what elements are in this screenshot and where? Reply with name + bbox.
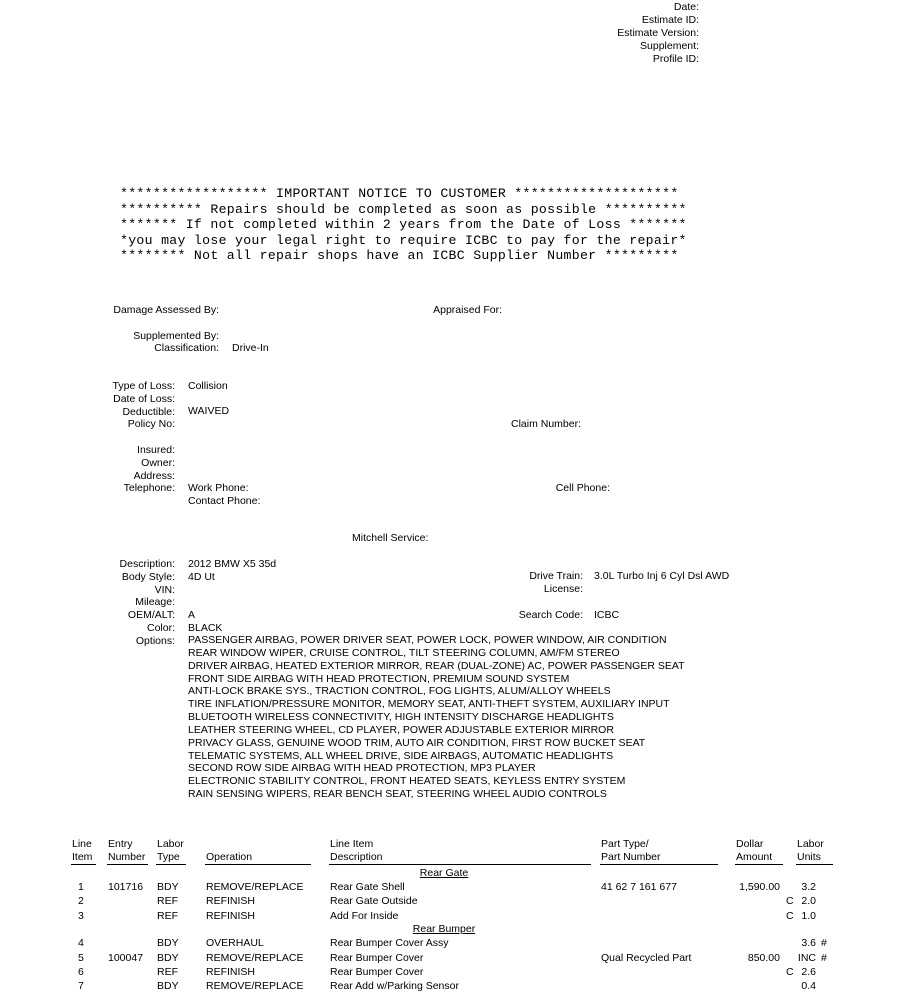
- operation: OVERHAUL: [206, 937, 264, 950]
- option-line: DRIVER AIRBAG, HEATED EXTERIOR MIRROR, REAR (DUAL-ZONE) AC, POWER PASSENGER SEAT: [188, 659, 685, 672]
- option-line: SECOND ROW SIDE AIRBAG WITH HEAD PROTECTION, MP3 PLAYER: [188, 762, 536, 775]
- labor-units: 3.2: [801, 881, 816, 893]
- labor-type: REF: [157, 909, 178, 922]
- header-text: Units: [797, 851, 821, 863]
- option-line: RAIN SENSING WIPERS, REAR BENCH SEAT, STEERING WHEEL AUDIO CONTROLS: [188, 788, 607, 801]
- line-number: 7: [78, 980, 84, 993]
- notice-line: ******** Not all repair shops have an ICBC Supplier Number *********: [120, 248, 679, 263]
- contact-phone-label: Contact Phone:: [188, 494, 261, 507]
- header-rule: [205, 864, 311, 865]
- operation: REMOVE/REPLACE: [206, 881, 304, 893]
- notice-line: ********** Repairs should be completed as soon as possible **********: [120, 201, 687, 217]
- entry-number: 101716: [108, 881, 144, 893]
- labor-type: BDY: [157, 980, 179, 993]
- header-text: Labor: [157, 838, 184, 850]
- header-text: Line Item: [330, 838, 374, 850]
- contact-labels: [124, 444, 175, 495]
- search-code-value: ICBC: [594, 609, 620, 621]
- option-line: LEATHER STEERING WHEEL, CD PLAYER, POWER ADJUSTABLE EXTERIOR MIRROR: [188, 723, 614, 736]
- description-label: Description:: [119, 558, 175, 570]
- customer-notice: [120, 186, 687, 264]
- line-description: Rear Gate Shell: [330, 881, 405, 893]
- labor-type: REF: [157, 895, 178, 908]
- col-header-labor-units: [797, 838, 824, 864]
- col-header-description: [330, 838, 383, 864]
- line-description: Rear Add w/Parking Sensor: [330, 980, 459, 993]
- oem-alt-value: A: [188, 609, 196, 622]
- labor-type: BDY: [157, 881, 179, 893]
- labor-units: 2.6: [801, 966, 816, 978]
- owner-label: Owner:: [141, 456, 175, 469]
- labor-flag: C: [786, 909, 794, 922]
- labor-type: REF: [157, 966, 178, 978]
- telephone-label: Telephone:: [123, 482, 175, 495]
- col-header-line-item: [72, 838, 92, 864]
- color-value: BLACK: [188, 621, 223, 634]
- vehicle-right-labels: [529, 570, 583, 596]
- header-rule: [107, 864, 148, 865]
- header-rule: [600, 864, 718, 865]
- estimate-header: [617, 1, 699, 66]
- classification-label: Classification:: [154, 342, 219, 354]
- mitchell-service-label: Mitchell Service:: [352, 532, 429, 544]
- line-description: Rear Bumper Cover: [330, 951, 424, 964]
- claim-number-label: Claim Number:: [510, 418, 581, 430]
- notice-line: ******* If not completed within 2 years from the Date of Loss *******: [120, 217, 687, 232]
- line-number: 6: [78, 966, 84, 978]
- vehicle-values: [188, 558, 276, 635]
- labor-mark: #: [821, 937, 827, 950]
- classification-value: Drive-In: [232, 342, 269, 354]
- line-number: 1: [78, 881, 84, 893]
- line-number: 2: [78, 895, 84, 908]
- col-header-part: [601, 838, 661, 864]
- header-text: Part Type/: [601, 838, 649, 850]
- notice-line: *you may lose your legal right to require ICBC to pay for the repair*: [120, 232, 687, 248]
- labor-units: 2.0: [801, 895, 816, 908]
- header-text: Amount: [736, 851, 773, 863]
- drive-train-value: 3.0L Turbo Inj 6 Cyl Dsl AWD: [594, 570, 730, 582]
- operation: REFINISH: [206, 909, 256, 922]
- options-label: Options:: [135, 634, 175, 647]
- option-line: BLUETOOTH WIRELESS CONNECTIVITY, HIGH INTENSITY DISCHARGE HEADLIGHTS: [188, 711, 614, 724]
- line-description: Add For Inside: [330, 909, 399, 922]
- dollar-amount: 1,590.00: [739, 881, 780, 893]
- date-label: Date:: [673, 1, 699, 13]
- header-rule: [735, 864, 783, 865]
- estimate-id-label: Estimate ID:: [641, 14, 699, 26]
- body-style-label: Body Style:: [121, 570, 175, 583]
- labor-type: BDY: [157, 937, 179, 950]
- header-rule: [156, 864, 186, 865]
- work-phone-label: Work Phone:: [188, 482, 249, 494]
- vehicle-labels: [120, 558, 175, 648]
- col-header-dollar-amount: [736, 838, 772, 864]
- header-text: Part Number: [601, 851, 661, 863]
- header-text: Item: [72, 851, 93, 863]
- option-line: ELECTRONIC STABILITY CONTROL, FRONT HEATED SEATS, KEYLESS ENTRY SYSTEM: [188, 775, 626, 788]
- supplemented-by-label: Supplemented By:: [133, 330, 219, 342]
- option-line: REAR WINDOW WIPER, CRUISE CONTROL, TILT STEERING COLUMN, AM/FM STEREO: [188, 646, 620, 659]
- operation: REMOVE/REPLACE: [206, 951, 304, 964]
- line-description: Rear Bumper Cover: [330, 966, 424, 978]
- date-of-loss-label: Date of Loss:: [113, 392, 175, 405]
- header-text: Type: [157, 851, 180, 863]
- header-text: Number: [108, 851, 146, 863]
- entry-number: 100047: [108, 951, 144, 964]
- labor-units: 0.4: [801, 980, 816, 993]
- address-label: Address:: [133, 469, 175, 482]
- line-number: 3: [78, 909, 84, 922]
- option-line: TELEMATIC SYSTEMS, ALL WHEEL DRIVE, SIDE AIRBAGS, AUTOMATIC HEADLIGHTS: [188, 749, 614, 762]
- header-text: Line: [72, 838, 92, 850]
- labor-units: INC: [797, 951, 816, 964]
- search-code-label: Search Code:: [518, 609, 583, 621]
- line-number: 5: [78, 951, 84, 964]
- labor-type: BDY: [157, 951, 179, 964]
- header-text: Entry: [108, 838, 133, 850]
- operation: REFINISH: [206, 966, 256, 978]
- appraised-for-label: Appraised For:: [433, 304, 502, 316]
- labor-flag: C: [786, 966, 794, 978]
- oem-alt-label: OEM/ALT:: [127, 609, 175, 622]
- labor-flag: C: [786, 895, 794, 908]
- header-rule: [71, 864, 96, 865]
- damage-assessed-by-label: Damage Assessed By:: [113, 304, 219, 316]
- header-text: Description: [330, 851, 383, 863]
- header-rule: [796, 864, 833, 865]
- col-header-operation: Operation: [206, 851, 253, 863]
- type-of-loss-label: Type of Loss:: [112, 380, 175, 392]
- phone-labels: [188, 482, 260, 508]
- drive-train-label: Drive Train:: [529, 570, 583, 582]
- mileage-label: Mileage:: [135, 596, 175, 609]
- insured-label: Insured:: [137, 444, 175, 456]
- license-label: License:: [543, 582, 583, 595]
- labor-units: 3.6: [801, 937, 816, 950]
- operation: REMOVE/REPLACE: [206, 980, 304, 993]
- color-label: Color:: [146, 621, 175, 634]
- section-title: Rear Bumper: [412, 923, 476, 936]
- option-line: PRIVACY GLASS, GENUINE WOOD TRIM, AUTO AIR CONDITION, FIRST ROW BUCKET SEAT: [188, 736, 646, 749]
- line-number: 4: [78, 937, 84, 950]
- section-title: Rear Gate: [419, 867, 469, 879]
- header-rule: [329, 864, 591, 865]
- policy-no-label: Policy No:: [127, 418, 175, 431]
- notice-line: ****************** IMPORTANT NOTICE TO CUSTOMER ********************: [120, 186, 679, 201]
- deductible-value: WAIVED: [188, 405, 230, 417]
- option-line: ANTI-LOCK BRAKE SYS., TRACTION CONTROL, FOG LIGHTS, ALUM/ALLOY WHEELS: [188, 685, 611, 698]
- option-line: FRONT SIDE AIRBAG WITH HEAD PROTECTION, PREMIUM SOUND SYSTEM: [188, 672, 570, 685]
- line-description: Rear Bumper Cover Assy: [330, 937, 449, 950]
- part-number: 41 62 7 161 677: [601, 881, 677, 893]
- header-text: Labor: [797, 838, 824, 850]
- estimate-version-label: Estimate Version:: [617, 27, 699, 39]
- deductible-label: Deductible:: [122, 405, 175, 418]
- col-header-labor-type: [157, 838, 184, 864]
- options-list: [188, 634, 685, 801]
- dollar-amount: 850.00: [747, 951, 780, 964]
- loss-labels: [113, 380, 175, 431]
- cell-phone-label: Cell Phone:: [555, 482, 610, 494]
- part-number: Qual Recycled Part: [601, 951, 692, 964]
- body-style-value: 4D Ut: [188, 570, 215, 583]
- col-header-entry-number: [108, 838, 145, 864]
- line-description: Rear Gate Outside: [330, 895, 418, 908]
- vin-label: VIN:: [154, 583, 175, 596]
- type-of-loss-value: Collision: [188, 380, 228, 392]
- labor-mark: #: [821, 951, 827, 964]
- operation: REFINISH: [206, 895, 256, 908]
- supplement-label: Supplement:: [640, 40, 699, 52]
- description-value: 2012 BMW X5 35d: [188, 558, 277, 570]
- labor-units: 1.0: [801, 909, 816, 922]
- option-line: TIRE INFLATION/PRESSURE MONITOR, MEMORY SEAT, ANTI-THEFT SYSTEM, AUXILIARY INPUT: [188, 698, 670, 711]
- profile-id-label: Profile ID:: [652, 53, 699, 65]
- header-text: Dollar: [736, 838, 764, 850]
- option-line: PASSENGER AIRBAG, POWER DRIVER SEAT, POWER LOCK, POWER WINDOW, AIR CONDITION: [188, 634, 667, 646]
